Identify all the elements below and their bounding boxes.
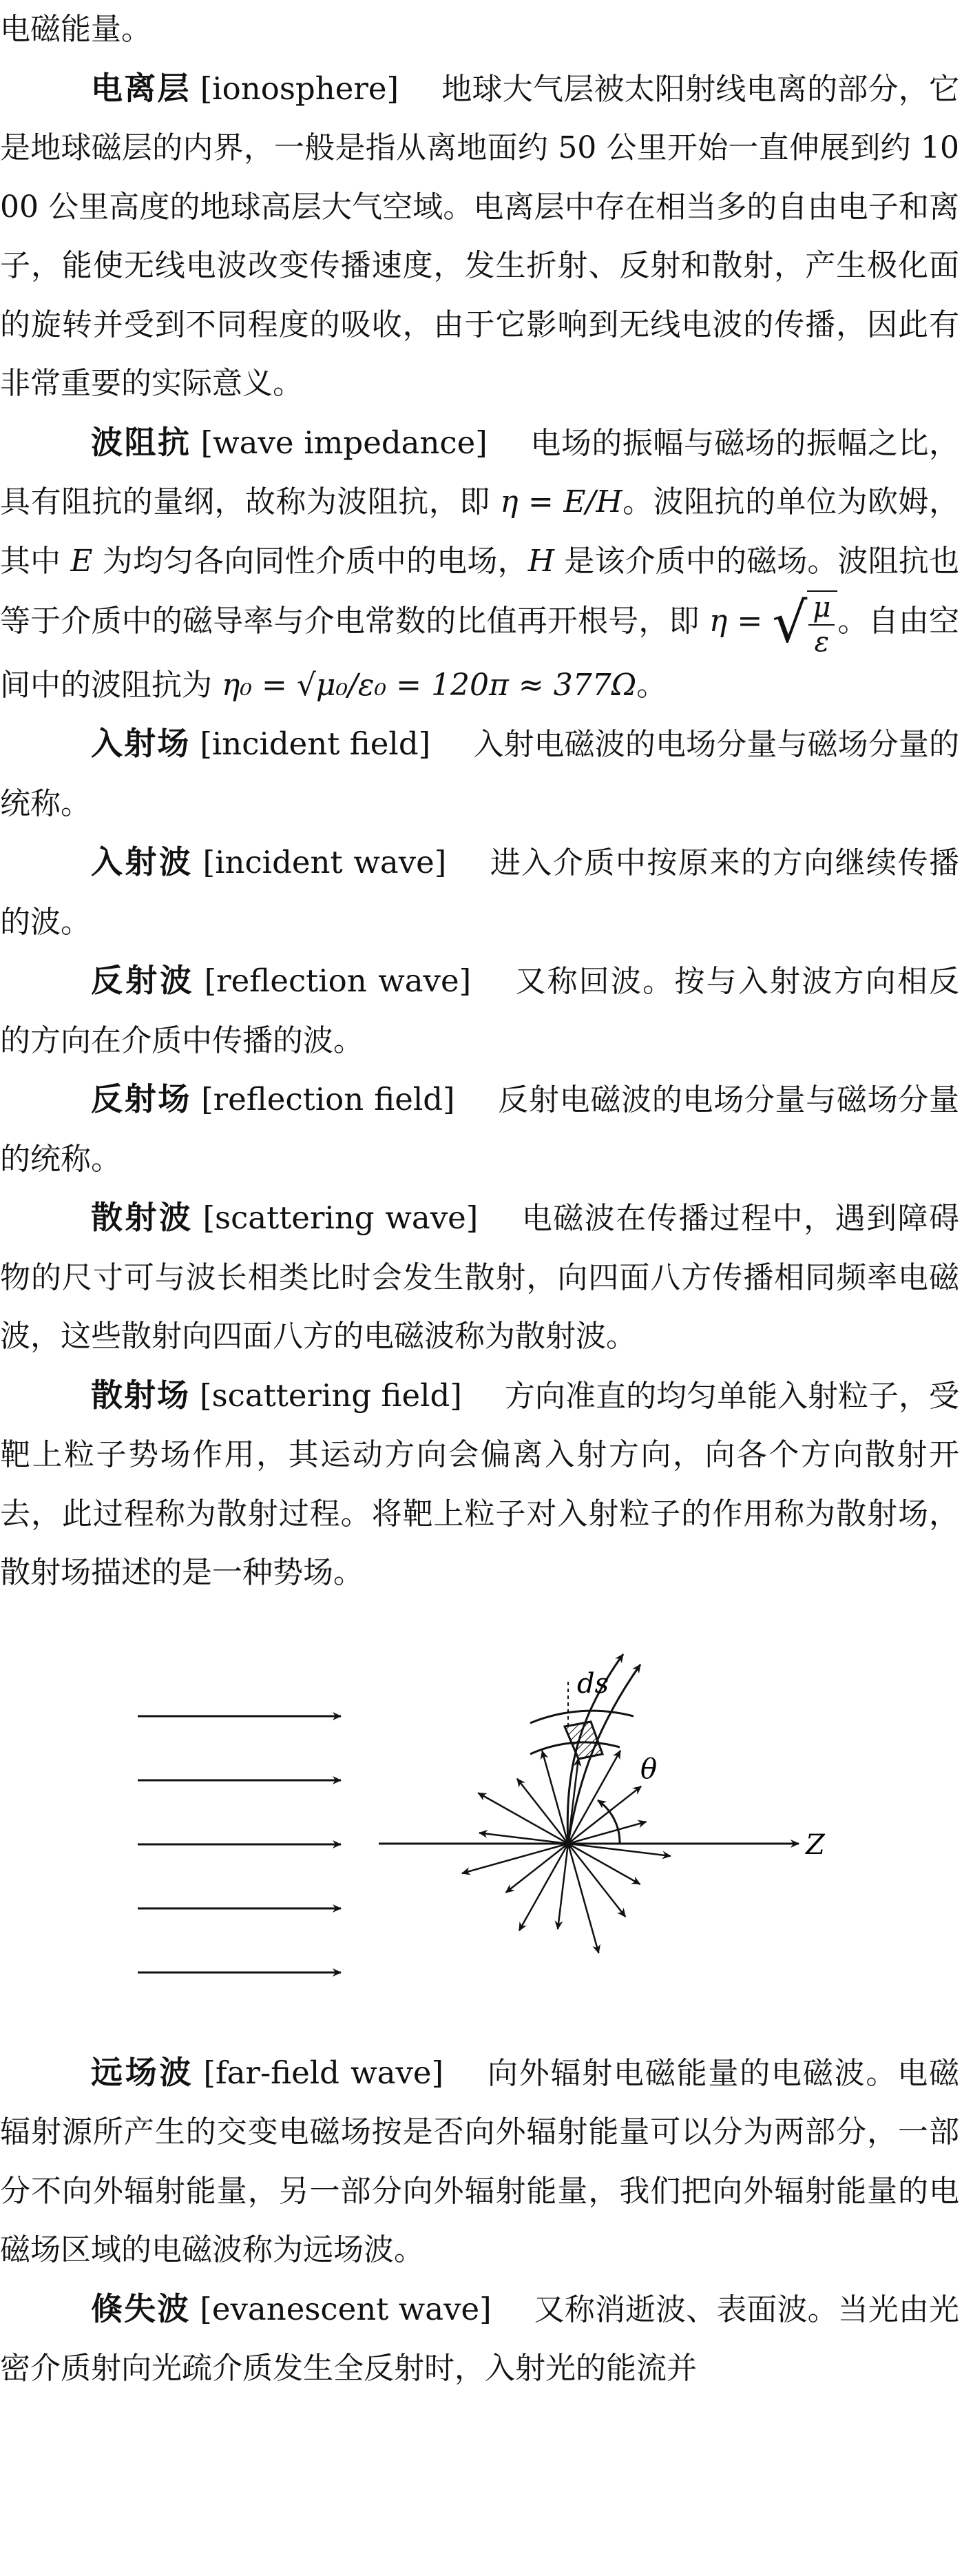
entry-incident-field [0,714,959,833]
equation-free-space-impedance: η₀ = √μ₀/ε₀ = 120π ≈ 377Ω [222,667,637,703]
entry-ionosphere [0,59,959,413]
label-theta: θ [640,1753,658,1785]
label-z: Z [806,1828,825,1861]
entry-scattering-wave [0,1188,959,1366]
scattered-arrow [519,1844,568,1930]
scattering-diagram-svg [0,1640,973,2030]
term-heading: 散射波 [91,1199,193,1236]
scattered-arrow [479,1833,568,1844]
solid-angle-element [565,1722,603,1759]
incident-arrows [138,1716,341,1972]
fraction-numerator: μ [808,594,835,626]
term-definition-cont: 。波阻抗的单位为欧姆，其中 [0,484,959,579]
term-heading: 入射波 [91,843,193,880]
scattered-arrow [568,1844,640,1884]
scattered-arrow [568,1844,671,1856]
entry-reflection-field [0,1070,959,1188]
term-english: [reflection field] [201,1081,455,1117]
entry-reflection-wave [0,951,959,1070]
equation-eta-sqrt-lhs: η = [709,603,763,639]
symbol-e: E [70,543,93,579]
scattered-arrow [568,1750,620,1843]
term-definition: 电场的振幅与磁场的振幅之比，具有阻抗的量纲，故称为波阻抗，即 [0,425,959,519]
term-english: [scattering wave] [202,1199,479,1236]
scattered-arrow [506,1844,569,1893]
term-english: [far-field wave] [203,2054,444,2091]
fraction-denominator: ε [814,626,830,658]
term-definition: 进入介质中按原来的方向继续传播的波。 [0,845,960,940]
term-heading: 入射场 [91,725,191,762]
scattered-arrow [568,1844,598,1953]
term-english: [wave impedance] [200,424,488,461]
term-heading: 倏失波 [91,2289,191,2327]
scattered-arrow [462,1844,568,1873]
term-heading: 散射场 [91,1376,191,1414]
paragraph-fragment [0,0,959,59]
scattered-arrow [542,1751,568,1844]
term-definition: 又称回波。按与入射波方向相反的方向在介质中传播的波。 [0,964,960,1058]
term-heading: 远场波 [91,2053,194,2091]
scattered-arrow [568,1822,647,1844]
term-definition-cont: 是该介质中的磁场。波阻抗也等于介质中的磁导率与介电常数的比值再开根号，即 [0,543,959,639]
entry-incident-wave [0,833,959,951]
term-english: [incident field] [200,725,431,762]
term-definition: 入射电磁波的电场分量与磁场分量的统称。 [0,727,960,821]
entry-scattering-field [0,1366,959,1603]
term-english: [incident wave] [202,844,447,880]
symbol-h: H [527,543,555,579]
term-english: [evanescent wave] [200,2290,492,2327]
term-definition: 地球大气层被太阳射线电离的部分，它是地球磁层的内界，一般是指从离地面约 50 公里开始一直伸展到约 1000 公里高度的地球高层大气空域。电离层中存在相当多的自由电子和离子，能使无线电波改变传播速度，发生折射、反射和散射，产生极化面的旋转并受到不同程度的吸收，由于它影响到无线电波的传播，因此有非常重要的实际意义。 [0,71,960,401]
term-definition: 电磁波在传播过程中，遇到障碍物的尺寸可与波长相类比时会发生散射，向四面八方传播相同频率电磁波，这些散射向四面八方的电磁波称为散射波。 [0,1201,960,1354]
term-definition-cont: 。 [636,667,667,703]
term-definition-cont: 为均匀各向同性介质中的电场， [92,543,528,579]
surface-arc-outer [530,1711,634,1723]
scattered-arrows [462,1654,671,1953]
equation-eta-e-over-h: η = E/H [500,484,622,519]
scattered-arrow [558,1844,568,1929]
term-definition: 向外辐射电磁能量的电磁波。电磁辐射源所产生的交变电磁场按是否向外辐射能量可以分为两部分，一部分不向外辐射能量，另一部分向外辐射能量，我们把向外辐射能量的电磁场区域的电磁波称为远场波。 [0,2055,960,2267]
label-ds: ds [577,1667,609,1700]
term-heading: 反射场 [91,1080,192,1117]
term-english: [scattering field] [200,1377,462,1414]
equation-sqrt-fraction [807,590,837,656]
scattered-arrow [517,1778,568,1843]
term-definition-cont: 。自由空间中的波阻抗为 [0,603,960,703]
term-heading: 反射波 [91,962,195,999]
term-definition: 方向准直的均匀单能入射粒子，受靶上粒子势场作用，其运动方向会偏离入射方向，向各个方向散射开去，此过程称为散射过程。将靶上粒子对入射粒子的作用称为散射场，散射场描述的是一种势场。 [0,1378,960,1590]
entry-evanescent-wave [0,2280,959,2398]
scattering-diagram [0,1640,973,2030]
term-english: [ionosphere] [200,70,399,107]
sqrt-sign: √ [772,590,808,655]
entry-far-field-wave [0,2043,959,2280]
entry-wave-impedance [0,413,959,715]
scattered-arrow [568,1844,625,1917]
term-english: [reflection wave] [204,962,472,999]
term-definition: 又称消逝波、表面波。当光由光密介质射向光疏介质发生全反射时，入射光的能流并 [0,2291,959,2386]
scattered-arrow [478,1793,568,1844]
term-heading: 波阻抗 [91,423,191,461]
term-definition: 反射电磁波的电场分量与磁场分量的统称。 [0,1082,960,1177]
term-heading: 电离层 [91,69,191,107]
paragraph-text: 电磁能量。 [0,12,151,47]
